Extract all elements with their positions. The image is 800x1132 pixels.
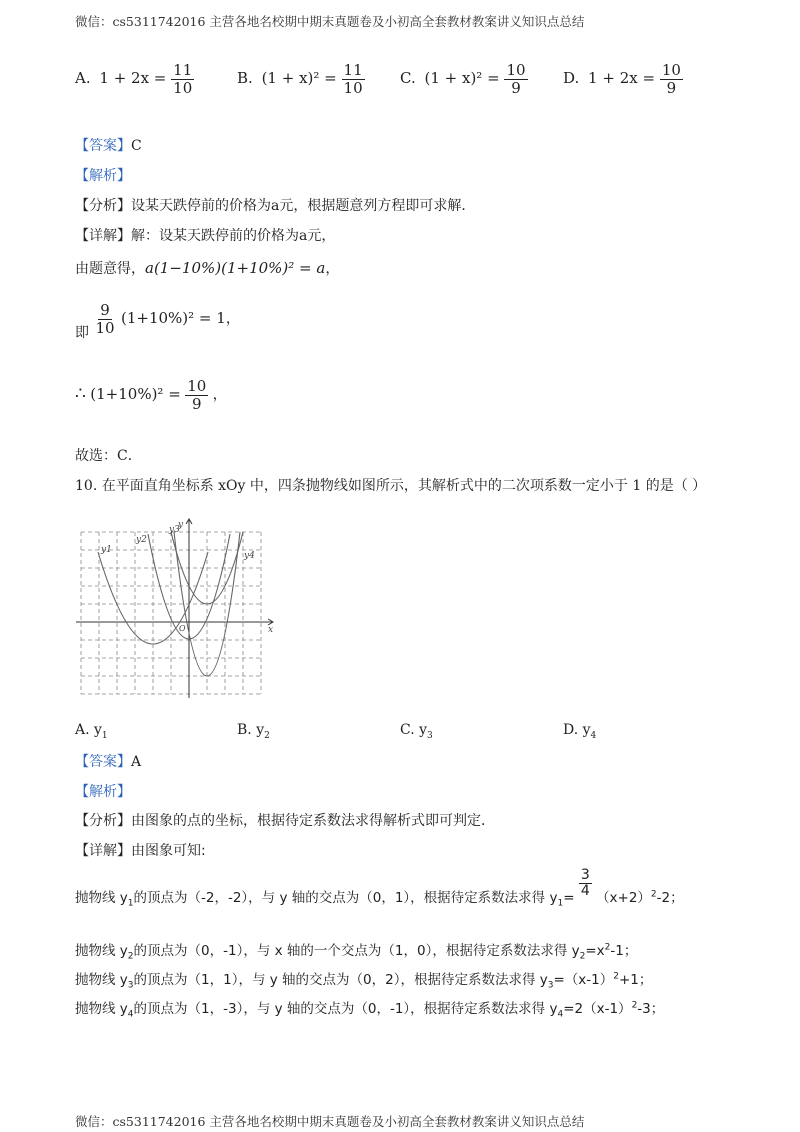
parabola-graph	[76, 518, 276, 698]
q9-step2: 即 $\frac{9}{10}$ (1+10%)² = 1，	[75, 301, 240, 341]
q10-option-c: C. $y_3$	[400, 722, 433, 741]
label-y3: y3	[169, 525, 180, 535]
label-y4: y4	[244, 551, 255, 561]
q10-xiangjie: 【详解】由图象可知:	[75, 843, 206, 859]
q9-option-a: A. 1 + 2x = $\frac{11}{10}$	[75, 61, 193, 97]
q9-fenxi: 【分析】设某天跌停前的价格为a元，根据题意列方程即可求解．	[75, 198, 476, 214]
q9-option-c: C. (1 + x)² = $\frac{10}{9}$	[400, 61, 526, 97]
q9-option-b: B. (1 + x)² = $\frac{11}{10}$	[237, 61, 363, 97]
q9-step3: ∴ (1+10%)² = $\frac{10}{9}$ ，	[75, 377, 227, 413]
label-x: x	[268, 625, 274, 635]
grid	[81, 532, 261, 694]
q9-jiexi: 【解析】	[75, 168, 131, 184]
label-y: y	[178, 520, 184, 530]
q9-xiangjie: 【详解】解：设某天跌停前的价格为a元，	[75, 228, 336, 244]
q9-answer: 【答案】C	[75, 138, 142, 154]
page-footer: 微信：cs5311742016 主营各地名校期中期末真题卷及小初高全套教材教案讲义知识点总结	[75, 1114, 585, 1129]
q10-option-b: B. $y_2$	[237, 722, 270, 741]
q10-option-d: D. $y_4$	[563, 722, 597, 741]
q10-jiexi: 【解析】	[75, 784, 131, 800]
q10-line2: 抛物线 $y_2$的顶点为（0，-1），与 x 轴的一个交点为（1，0），根据待定系数法求得 $y_2=x^2-1$；	[75, 942, 638, 962]
page-header: 微信：cs5311742016 主营各地名校期中期末真题卷及小初高全套教材教案讲义知识点总结	[75, 14, 585, 29]
q10-line3: 抛物线 $y_3$的顶点为（1，1），与 y 轴的交点为（0，2），根据待定系数法求得 $y_3=(x-1)^2+1$；	[75, 971, 653, 991]
q10-question: 10. 在平面直角坐标系 xOy 中，四条抛物线如图所示，其解析式中的二次项系数一定小于 1 的是（ ）	[75, 478, 707, 494]
q10-answer: 【答案】A	[75, 754, 142, 770]
q10-line4: 抛物线 $y_4$的顶点为（1，-3），与 y 轴的交点为（0，-1），根据待定系数法求得 $y_4=2(x-1)^2-3$；	[75, 1000, 665, 1020]
label-origin: O	[179, 624, 186, 633]
label-y1: y1	[101, 545, 112, 555]
q10-line1: 抛物线 $y_1$的顶点为（-2，-2），与 y 轴的交点为（0，1），根据待定系数法求得 $y_1=$ $\frac{3}{4}$ $(x+2)^2-2$；	[75, 867, 684, 909]
q9-step1: 由题意得，a(1−10%)(1+10%)² = a，	[75, 259, 340, 277]
q10-fenxi: 【分析】由图象的点的坐标，根据待定系数法求得解析式即可判定．	[75, 813, 495, 829]
label-y2: y2	[136, 535, 147, 545]
q9-choose: 故选：C．	[75, 448, 142, 464]
q9-option-d: D. 1 + 2x = $\frac{10}{9}$	[563, 61, 681, 97]
q10-option-a: A. $y_1$	[75, 722, 108, 741]
